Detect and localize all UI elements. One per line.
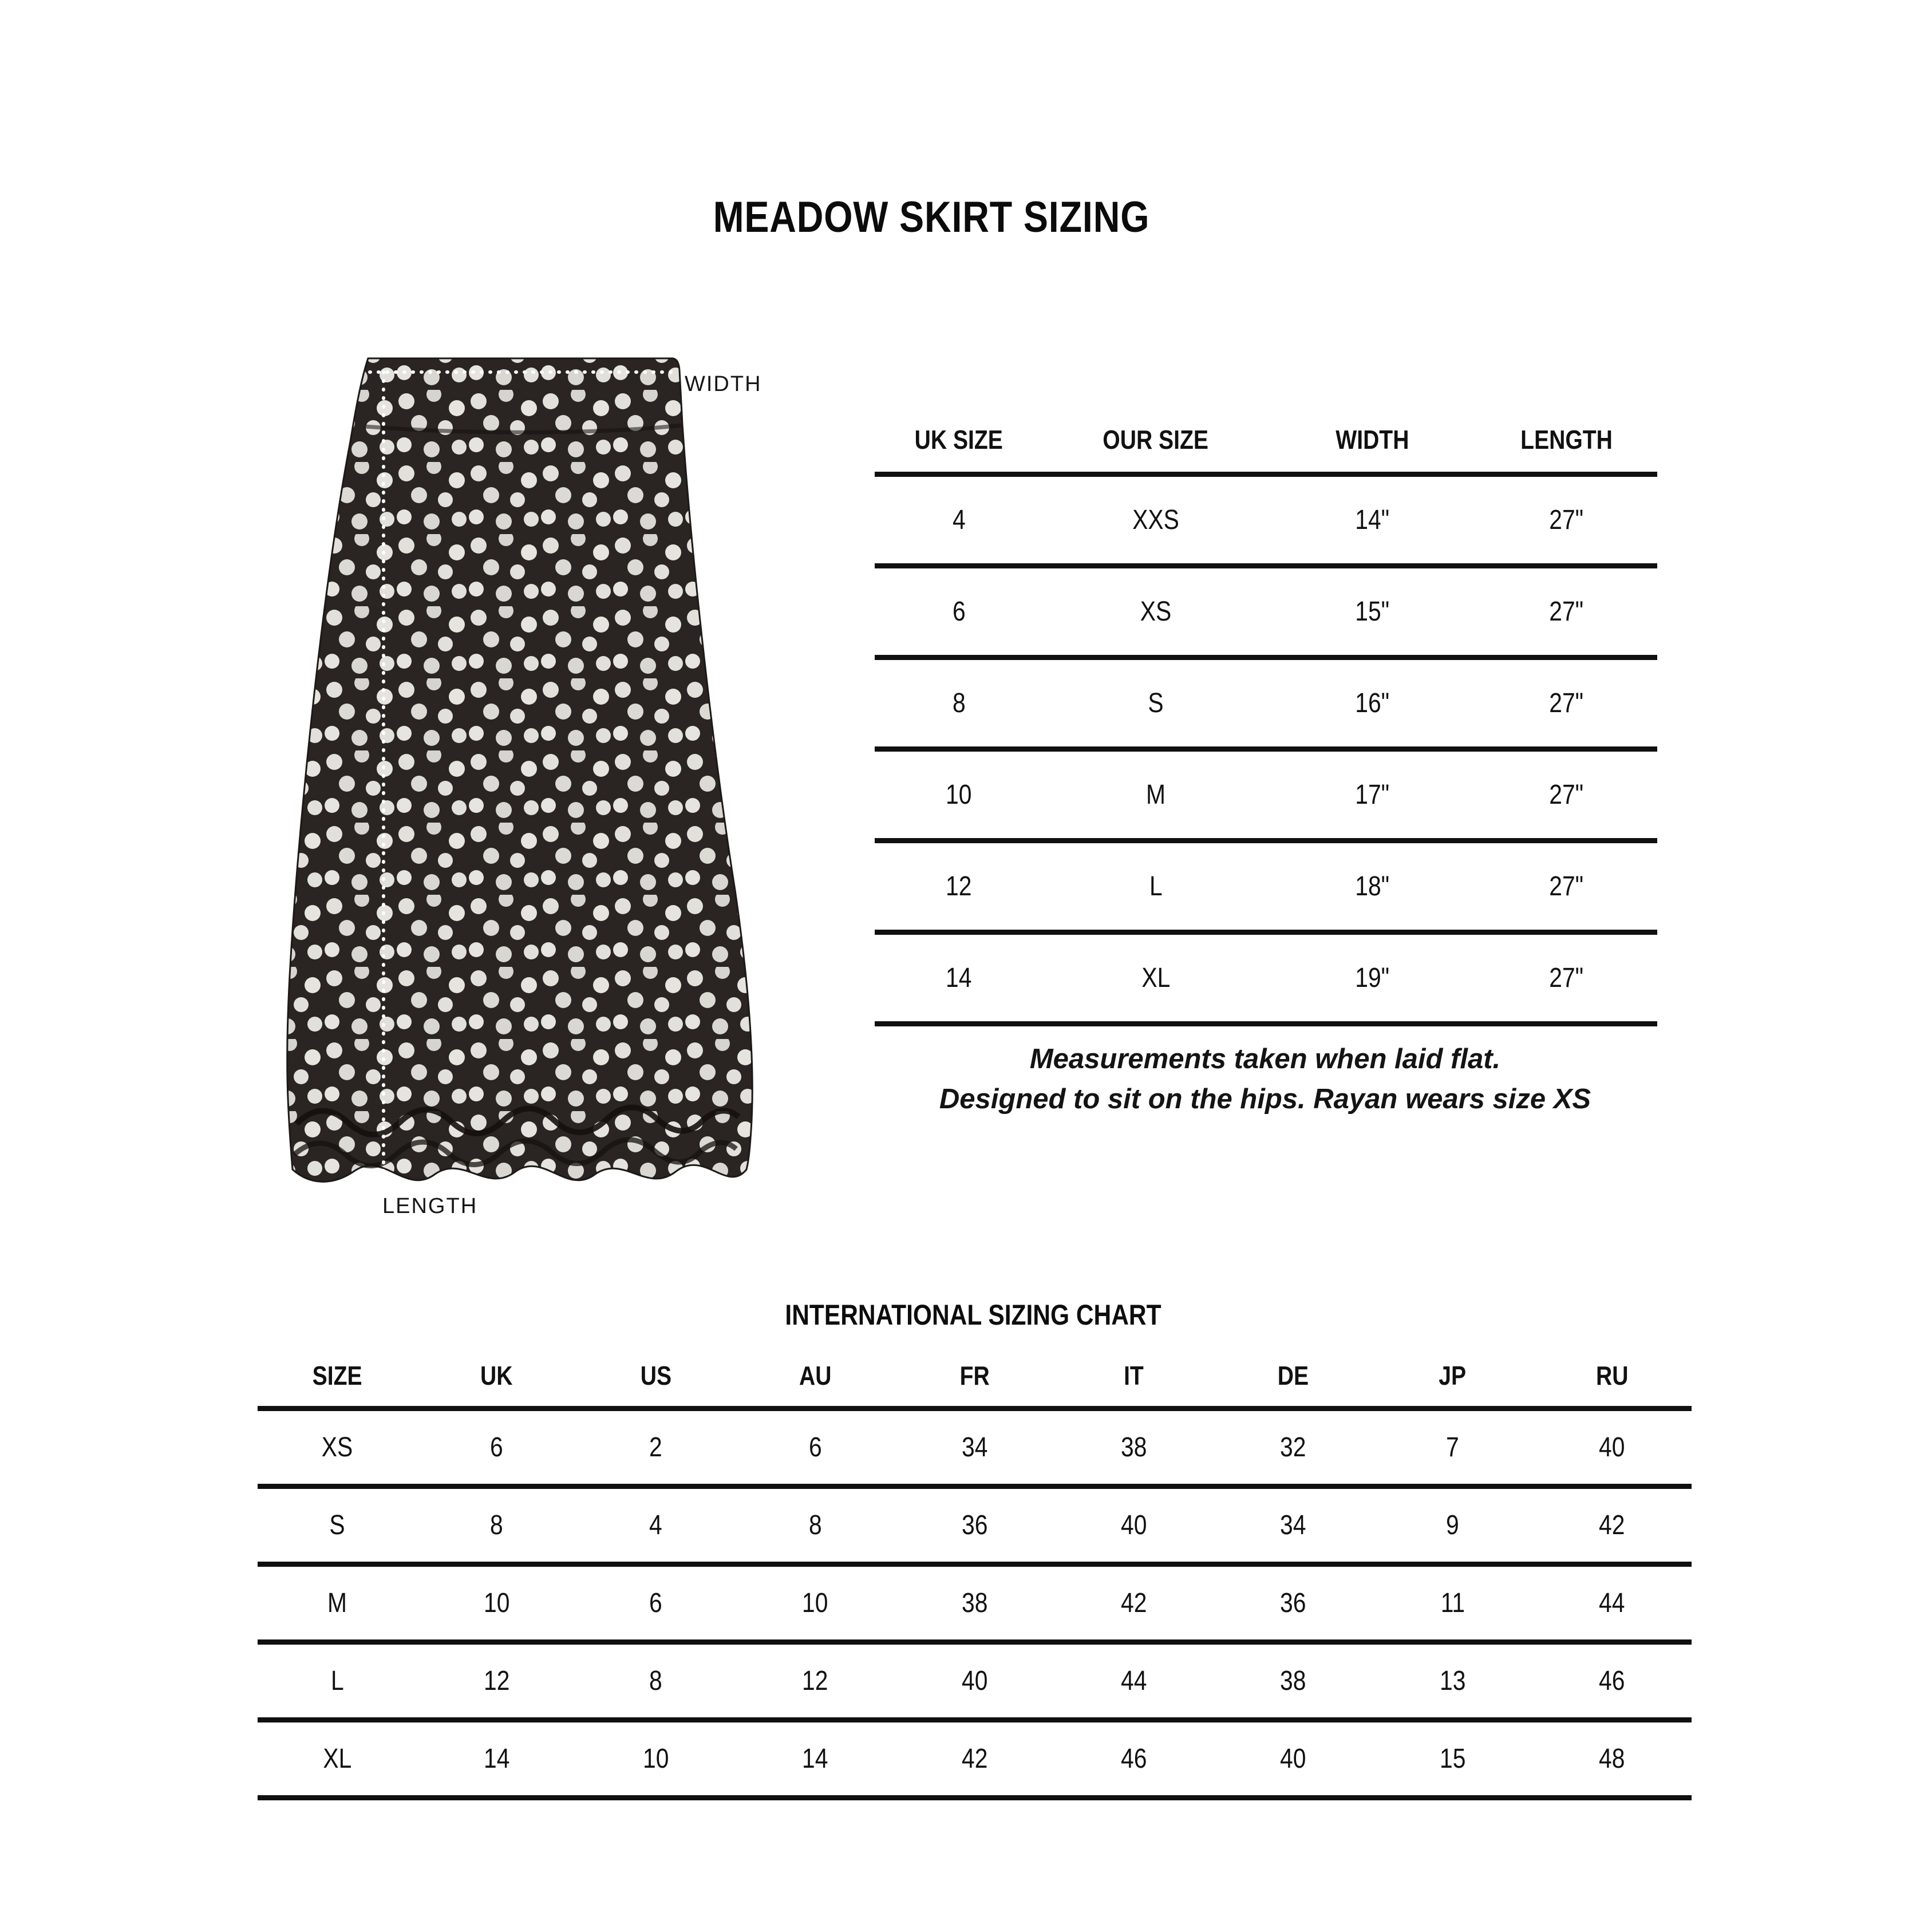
cell: 14" xyxy=(1355,505,1389,535)
table-row xyxy=(258,1406,1692,1484)
cell: 10 xyxy=(483,1588,510,1618)
cell: 38 xyxy=(1280,1666,1306,1696)
skirt-figure xyxy=(252,318,779,1211)
table-row xyxy=(875,930,1657,1021)
cell: 12 xyxy=(802,1666,828,1696)
size-table xyxy=(875,408,1657,1026)
international-size-table xyxy=(258,1345,1692,1800)
cell: XS xyxy=(321,1432,353,1463)
cell: 8 xyxy=(952,688,966,718)
table-bottom-rule xyxy=(875,1021,1657,1026)
cell: 17" xyxy=(1355,780,1389,810)
cell: 46 xyxy=(1121,1744,1147,1774)
cell: 40 xyxy=(1121,1510,1147,1540)
column-header: LENGTH xyxy=(1520,425,1613,455)
cell: 32 xyxy=(1280,1432,1306,1463)
cell: 4 xyxy=(952,505,966,535)
column-header: JP xyxy=(1439,1361,1467,1390)
cell: 27" xyxy=(1549,780,1584,810)
cell: 48 xyxy=(1599,1744,1625,1774)
cell: 6 xyxy=(808,1432,822,1463)
column-header: FR xyxy=(959,1361,990,1390)
column-header: IT xyxy=(1124,1361,1144,1390)
cell: 36 xyxy=(961,1510,988,1540)
cell: 34 xyxy=(1280,1510,1306,1540)
column-header: SIZE xyxy=(312,1361,362,1390)
cell: 4 xyxy=(649,1510,663,1540)
cell: 12 xyxy=(483,1666,510,1696)
cell: 9 xyxy=(1446,1510,1459,1540)
column-header: US xyxy=(640,1361,671,1390)
cell: 34 xyxy=(961,1432,988,1463)
intl-table-title-text: INTERNATIONAL SIZING CHART xyxy=(785,1299,1161,1331)
table-row xyxy=(875,838,1657,930)
cell: 7 xyxy=(1446,1432,1459,1463)
cell: XXS xyxy=(1132,505,1179,535)
cell: 27" xyxy=(1549,871,1584,902)
cell: M xyxy=(1145,780,1165,810)
intl-table-title xyxy=(752,1298,1194,1332)
table-row xyxy=(258,1484,1692,1562)
cell: 40 xyxy=(961,1666,988,1696)
cell: XL xyxy=(323,1744,352,1774)
cell: 15" xyxy=(1355,596,1389,627)
cell: 44 xyxy=(1599,1588,1625,1618)
cell: 40 xyxy=(1280,1744,1306,1774)
cell: XL xyxy=(1141,963,1170,993)
cell: 2 xyxy=(649,1432,663,1463)
table-row xyxy=(258,1562,1692,1639)
cell: 18" xyxy=(1355,871,1389,902)
cell: 42 xyxy=(961,1744,988,1774)
cell: 19" xyxy=(1355,963,1389,993)
cell: 27" xyxy=(1549,505,1584,535)
cell: 38 xyxy=(1121,1432,1147,1463)
table-row xyxy=(258,1717,1692,1795)
cell: S xyxy=(329,1510,345,1540)
cell: 10 xyxy=(802,1588,828,1618)
cell: 6 xyxy=(649,1588,663,1618)
table-row xyxy=(258,1639,1692,1717)
intl-table-header-row xyxy=(258,1345,1692,1406)
cell: 40 xyxy=(1599,1432,1625,1463)
cell: 44 xyxy=(1121,1666,1147,1696)
column-header: UK xyxy=(480,1361,513,1390)
skirt-shape xyxy=(287,358,753,1182)
cell: 8 xyxy=(490,1510,503,1540)
column-header: DE xyxy=(1277,1361,1309,1390)
cell: 6 xyxy=(952,596,966,627)
column-header: AU xyxy=(799,1361,832,1390)
table-row xyxy=(875,472,1657,563)
table-row xyxy=(875,746,1657,838)
cell: S xyxy=(1148,688,1164,718)
cell: 11 xyxy=(1440,1588,1465,1618)
skirt-photo xyxy=(252,318,779,1211)
page-title xyxy=(674,192,1188,242)
cell: 27" xyxy=(1549,688,1584,718)
cell: 42 xyxy=(1599,1510,1625,1540)
size-table-header-row xyxy=(875,408,1657,472)
cell: 27" xyxy=(1549,963,1584,993)
cell: 15 xyxy=(1439,1744,1466,1774)
width-measure-label: WIDTH xyxy=(685,372,762,396)
column-header: OUR SIZE xyxy=(1103,425,1209,455)
column-header: RU xyxy=(1595,1361,1629,1390)
cell: 14 xyxy=(483,1744,510,1774)
column-header: WIDTH xyxy=(1335,425,1409,455)
cell: 14 xyxy=(946,963,972,993)
cell: 36 xyxy=(1280,1588,1306,1618)
cell: 42 xyxy=(1121,1588,1147,1618)
page-title-text: MEADOW SKIRT SIZING xyxy=(713,193,1150,242)
cell: XS xyxy=(1140,596,1172,627)
table-row xyxy=(875,655,1657,746)
measurement-note-line1: Measurements taken when laid flat. xyxy=(1029,1044,1501,1074)
cell: 27" xyxy=(1549,596,1584,627)
cell: 8 xyxy=(808,1510,822,1540)
cell: L xyxy=(330,1666,344,1696)
cell: 46 xyxy=(1599,1666,1625,1696)
cell: 13 xyxy=(1439,1666,1466,1696)
measurement-note-line2: Designed to sit on the hips. Rayan wears size XS xyxy=(939,1084,1591,1115)
cell: 8 xyxy=(649,1666,663,1696)
cell: 16" xyxy=(1355,688,1389,718)
cell: 10 xyxy=(643,1744,669,1774)
length-measure-label: LENGTH xyxy=(382,1194,478,1218)
cell: M xyxy=(327,1588,347,1618)
cell: 10 xyxy=(946,780,972,810)
table-row xyxy=(875,563,1657,655)
cell: 38 xyxy=(961,1588,988,1618)
table-bottom-rule xyxy=(258,1795,1692,1800)
cell: 6 xyxy=(490,1432,503,1463)
column-header: UK SIZE xyxy=(914,425,1003,455)
cell: 12 xyxy=(946,871,972,902)
cell: 14 xyxy=(802,1744,828,1774)
cell: L xyxy=(1149,871,1163,902)
